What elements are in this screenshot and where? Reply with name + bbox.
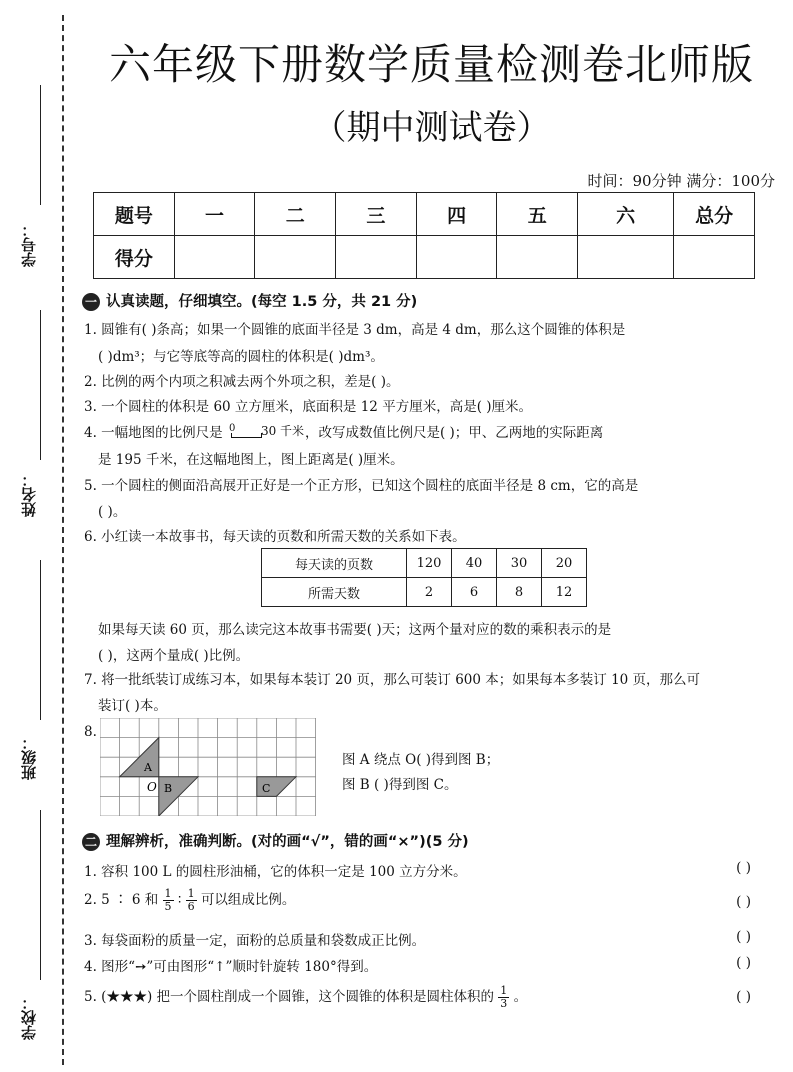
- table-cell: 20: [542, 549, 587, 578]
- section-2-heading: [82, 830, 469, 851]
- answer-blank[interactable]: ( ): [736, 989, 751, 1005]
- scale-tick: [231, 433, 232, 438]
- table-row: [262, 549, 587, 578]
- fraction-one-fifth: [163, 888, 174, 913]
- reading-days-table: [261, 548, 587, 607]
- table-row: [262, 578, 587, 607]
- page-title: 六年级下册数学质量检测卷北师版: [108, 40, 754, 89]
- denominator: 3: [500, 997, 508, 1010]
- section-1-heading: [82, 290, 417, 311]
- score-cell[interactable]: [416, 236, 497, 279]
- row-label-days-needed: 所需天数: [262, 578, 407, 607]
- label-b: B: [164, 782, 173, 795]
- numerator: 1: [500, 984, 508, 997]
- table-cell: 2: [407, 578, 452, 607]
- ratio-colon: ∶: [177, 892, 182, 908]
- score-cell[interactable]: [336, 236, 417, 279]
- student-id-label: 学号：: [20, 222, 38, 267]
- question-4-line1: [84, 421, 603, 443]
- time-score-info: 时间：90分钟 满分：100分: [587, 172, 775, 190]
- question-3: 3. 一个圆柱的体积是 60 立方厘米，底面积是 12 平方厘米，高是( )厘米。: [84, 399, 533, 415]
- answer-blank[interactable]: ( ): [736, 955, 751, 971]
- q5-suffix: 。: [513, 989, 528, 1005]
- q2-prefix: 2. 5 ∶ 6 和: [84, 892, 159, 908]
- score-header-cell: 一: [174, 193, 255, 236]
- numerator: 1: [164, 887, 172, 900]
- score-header-cell: 四: [416, 193, 497, 236]
- section-2-title: 理解辨析，准确判断。(对的画“√”，错的画“×”)(5 分): [106, 834, 469, 850]
- scale-bar: [231, 437, 261, 438]
- judge-question-3: 3. 每袋面粉的质量一定，面粉的总质量和袋数成正比例。: [84, 933, 426, 949]
- question-6-line2: 如果每天读 60 页，那么读完这本故事书需要( )天；这两个量对应的数的乘积表示的是: [98, 622, 612, 638]
- name-label: 姓名：: [20, 472, 38, 517]
- question-5-line1: 5. 一个圆柱的侧面沿高展开正好是一个正方形，已知这个圆柱的底面半径是 8 cm，它的高是: [84, 478, 639, 494]
- denominator: 5: [164, 900, 172, 913]
- score-header-cell: 题号: [94, 193, 175, 236]
- label-a: A: [144, 761, 152, 774]
- score-cell[interactable]: [578, 236, 674, 279]
- score-header-cell: 六: [578, 193, 674, 236]
- table-cell: 120: [407, 549, 452, 578]
- score-header-cell: 总分: [674, 193, 755, 236]
- judge-question-2: [84, 888, 295, 913]
- score-cell[interactable]: [674, 236, 755, 279]
- scale-30km-label: 30 千米: [260, 423, 305, 438]
- numerator: 1: [187, 887, 195, 900]
- q2-suffix: 可以组成比例。: [200, 892, 296, 908]
- line-scale-graphic: [227, 422, 305, 443]
- answer-blank[interactable]: ( ): [736, 894, 751, 910]
- table-cell: 30: [497, 549, 542, 578]
- section-number-badge: 二: [82, 833, 100, 851]
- judge-question-1: 1. 容积 100 L 的圆柱形油桶，它的体积一定是 100 立方分米。: [84, 864, 467, 880]
- table-cell: 6: [452, 578, 497, 607]
- answer-blank[interactable]: ( ): [736, 929, 751, 945]
- judge-question-4: 4. 图形“➙”可由图形“↑”顺时针旋转 180°得到。: [84, 959, 378, 975]
- score-cell[interactable]: [255, 236, 336, 279]
- q5-prefix: 5. (★★★) 把一个圆柱削成一个圆锥，这个圆锥的体积是圆柱体积的: [84, 989, 494, 1005]
- score-header-cell: 三: [336, 193, 417, 236]
- question-2: 2. 比例的两个内项之积减去两个外项之积，差是( )。: [84, 374, 400, 390]
- row-label-pages-per-day: 每天读的页数: [262, 549, 407, 578]
- question-4-prefix: 4. 一幅地图的比例尺是: [84, 425, 223, 441]
- school-label: 学校：: [20, 995, 38, 1040]
- page-subtitle: （期中测试卷）: [312, 108, 551, 148]
- table-cell: 12: [542, 578, 587, 607]
- question-4-line2: 是 195 千米，在这幅地图上，图上距离是( )厘米。: [98, 452, 404, 468]
- section-1-title: 认真读题，仔细填空。(每空 1.5 分，共 21 分): [106, 294, 418, 310]
- judge-question-5: [84, 985, 527, 1010]
- question-8-line1: 图 A 绕点 O( )得到图 B；: [342, 752, 500, 768]
- question-1-line2: ( )dm³；与它等底等高的圆柱的体积是( )dm³。: [98, 349, 384, 365]
- class-line[interactable]: [40, 560, 41, 720]
- question-8-number: 8.: [84, 724, 97, 740]
- score-cell[interactable]: [174, 236, 255, 279]
- score-header-cell: 二: [255, 193, 336, 236]
- table-cell: 8: [497, 578, 542, 607]
- student-id-line[interactable]: [40, 85, 41, 205]
- question-6: 6. 小红读一本故事书，每天读的页数和所需天数的关系如下表。: [84, 529, 466, 545]
- class-label: 班级：: [20, 735, 38, 780]
- section-number-badge: 一: [82, 293, 100, 311]
- rotation-grid-figure: [100, 718, 316, 816]
- score-header-row: [94, 193, 755, 236]
- cut-line: [62, 15, 64, 1065]
- score-cell[interactable]: [497, 236, 578, 279]
- score-header-cell: 五: [497, 193, 578, 236]
- table-cell: 40: [452, 549, 497, 578]
- question-5-line2: ( )。: [98, 504, 127, 520]
- question-7-line2: 装订( )本。: [98, 698, 167, 714]
- fraction-one-sixth: [186, 888, 197, 913]
- name-line[interactable]: [40, 310, 41, 460]
- school-line[interactable]: [40, 810, 41, 980]
- question-1-line1: 1. 圆锥有( )条高；如果一个圆锥的底面半径是 3 dm，高是 4 dm，那么这个圆锥的体积是: [84, 322, 626, 338]
- label-c: C: [262, 782, 271, 795]
- answer-blank[interactable]: ( ): [736, 860, 751, 876]
- question-7-line1: 7. 将一批纸装订成练习本，如果每本装订 20 页，那么可装订 600 本；如果每本多装订 10 页，那么可: [84, 672, 701, 688]
- question-6-line3: ( )，这两个量成( )比例。: [98, 648, 250, 664]
- label-point-o: O: [147, 780, 157, 794]
- denominator: 6: [187, 900, 195, 913]
- scale-zero-label: 0: [228, 422, 236, 434]
- fraction-one-third: [498, 985, 509, 1010]
- question-4-suffix: ，改写成数值比例尺是( )；甲、乙两地的实际距离: [304, 425, 604, 441]
- score-row-label: 得分: [94, 236, 175, 279]
- score-table: [93, 192, 755, 279]
- binding-strip: [0, 0, 70, 1072]
- score-value-row: [94, 236, 755, 279]
- question-8-line2: 图 B ( )得到图 C。: [342, 777, 458, 793]
